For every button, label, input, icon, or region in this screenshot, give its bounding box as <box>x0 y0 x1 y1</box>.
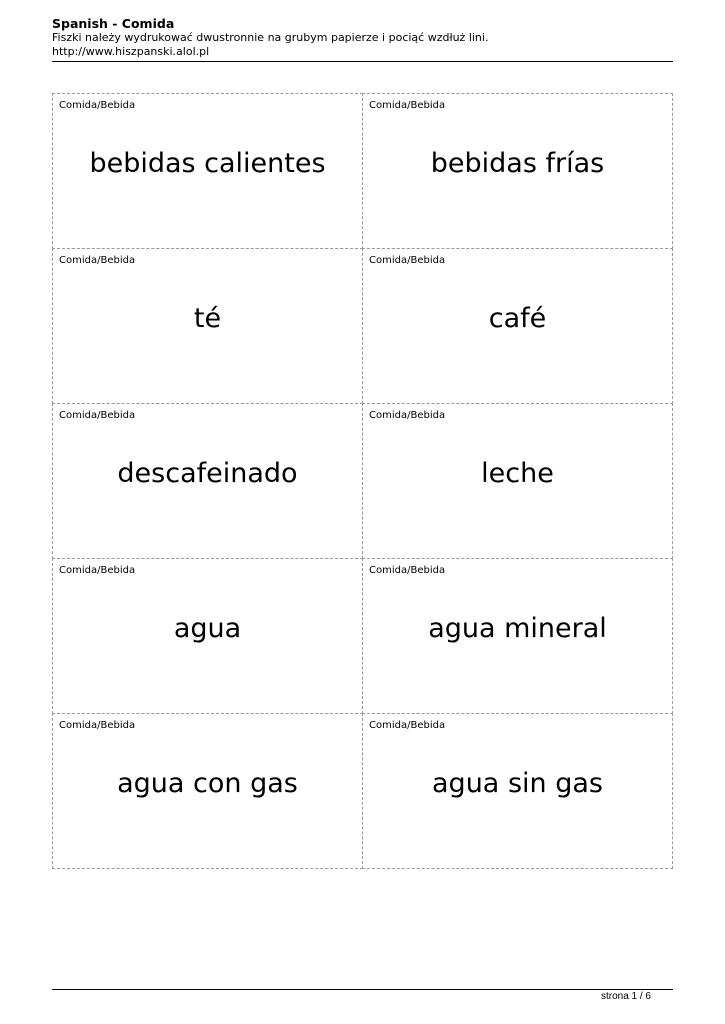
flashcard <box>52 248 363 404</box>
card-word: bebidas frías <box>430 148 605 179</box>
flashcard <box>52 558 363 714</box>
card-category: Comida/Bebida <box>59 565 136 576</box>
print-instructions: Fiszki należy wydrukować dwustronnie na grubym papierze i pociąć wzdłuż lini. <box>52 31 489 44</box>
card-category: Comida/Bebida <box>369 565 446 576</box>
flashcard <box>52 93 363 249</box>
card-category: Comida/Bebida <box>59 720 136 731</box>
card-word: agua <box>173 613 242 644</box>
card-word: agua sin gas <box>432 768 603 799</box>
footer-divider <box>52 989 673 990</box>
card-word: té <box>193 303 222 334</box>
page-number: strona 1 / 6 <box>600 991 651 1002</box>
document-title: Spanish - Comida <box>52 16 175 31</box>
flashcard <box>52 713 363 869</box>
card-category: Comida/Bebida <box>369 100 446 111</box>
flashcard <box>52 403 363 559</box>
card-category: Comida/Bebida <box>369 255 446 266</box>
flashcard <box>362 713 673 869</box>
card-word: agua con gas <box>117 768 298 799</box>
flashcard <box>362 558 673 714</box>
source-url: http://www.hiszpanski.alol.pl <box>52 45 210 58</box>
card-word: leche <box>481 458 554 489</box>
card-category: Comida/Bebida <box>59 410 136 421</box>
card-word: descafeinado <box>117 458 298 489</box>
card-category: Comida/Bebida <box>369 410 446 421</box>
flashcard <box>362 403 673 559</box>
flashcard <box>362 248 673 404</box>
header-divider <box>52 61 673 62</box>
flashcard-grid <box>52 93 673 869</box>
card-word: bebidas calientes <box>89 148 326 179</box>
card-word: agua mineral <box>428 613 607 644</box>
page-header <box>52 16 673 59</box>
flashcard <box>362 93 673 249</box>
card-category: Comida/Bebida <box>59 255 136 266</box>
card-category: Comida/Bebida <box>59 100 136 111</box>
card-word: café <box>488 303 547 334</box>
card-category: Comida/Bebida <box>369 720 446 731</box>
